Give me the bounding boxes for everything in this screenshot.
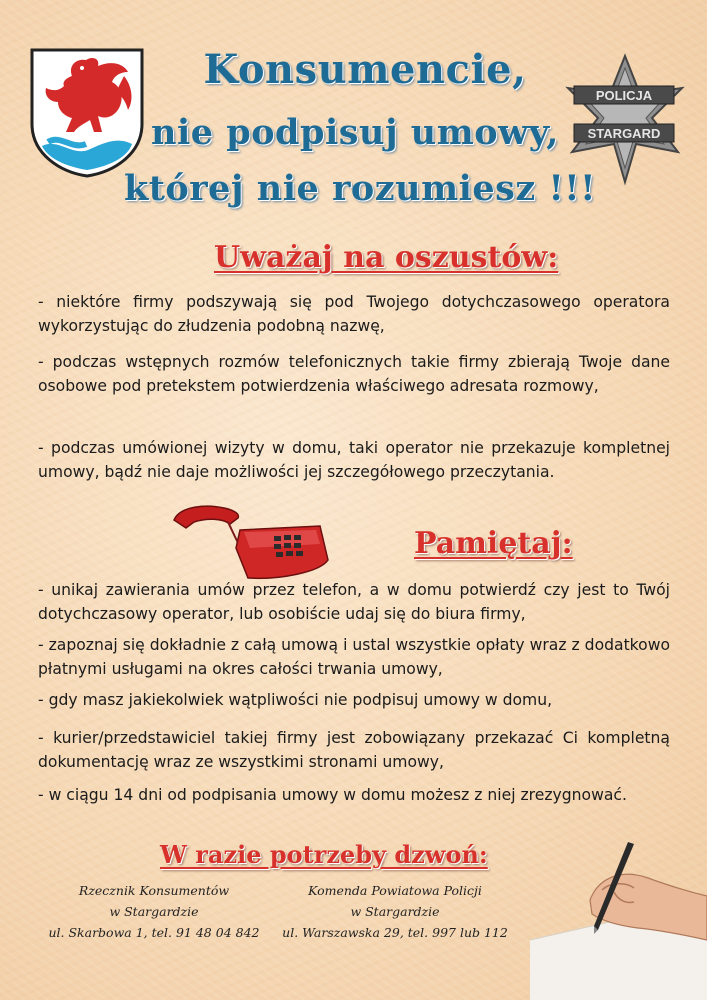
coat-of-arms-griffin-icon (28, 46, 146, 178)
contact-name: Komenda Powiatowa Policji (308, 883, 482, 898)
contact-police-headquarters (260, 880, 530, 943)
warning-item-1: - niektóre firmy podszywają się pod Twojego dotychczasowego operatora wykorzystując do złudzenia podobną nazwę, (38, 293, 670, 335)
remember-item-2: - zapoznaj się dokładnie z całą umową i ustal wszystkie opłaty wraz z dodatkowo płatnymi usługami na okres całości trwania umowy, (38, 636, 670, 678)
warning-item-3: - podczas umówionej wizyty w domu, taki operator nie przekazuje kompletnej umowy, bądź nie daje możliwości jej szczegółowego przeczytania. (38, 439, 670, 481)
red-telephone-icon (170, 500, 330, 584)
headline-line-3: której nie rozumiesz !!! (123, 168, 597, 209)
remember-item-1: - unikaj zawierania umów przez telefon, a w domu potwierdź czy jest to Twój dotychczasowy operator, lub osobiście udaj się do biura firmy, (38, 581, 670, 623)
section-heading-warning: Uważaj na oszustów: (214, 240, 559, 275)
badge-top-text: POLICJA (595, 88, 653, 103)
badge-bottom-text: STARGARD (587, 126, 661, 141)
contact-city: w Stargardzie (109, 904, 199, 919)
remember-item-3: - gdy masz jakiekolwiek wątpliwości nie podpisuj umowy w domu, (38, 691, 553, 709)
contact-address: ul. Skarbowa 1, tel. 91 48 04 842 (48, 925, 260, 940)
warning-item-2: - podczas wstępnych rozmów telefonicznych takie firmy zbierają Twoje dane osobowe pod pretekstem potwierdzenia właściwego adresata rozmowy, (38, 353, 670, 395)
headline-line-1: Konsumencie, (203, 46, 527, 93)
contact-consumer-ombudsman (44, 880, 264, 943)
section-heading-remember: Pamiętaj: (414, 526, 573, 561)
section-heading-call: W razie potrzeby dzwoń: (160, 840, 488, 869)
contact-city: w Stargardzie (350, 904, 440, 919)
remember-item-5: - w ciągu 14 dni od podpisania umowy w domu możesz z niej zrezygnować. (38, 786, 627, 804)
contact-address: ul. Warszawska 29, tel. 997 lub 112 (282, 925, 508, 940)
contact-name: Rzecznik Konsumentów (78, 883, 230, 898)
remember-item-4: - kurier/przedstawiciel takiej firmy jest zobowiązany przekazać Ci kompletną dokumentację wraz ze wszystkimi stronami umowy, (38, 729, 670, 771)
headline-line-2: nie podpisuj umowy, (151, 112, 559, 153)
hand-writing-pen-icon (530, 830, 707, 1000)
